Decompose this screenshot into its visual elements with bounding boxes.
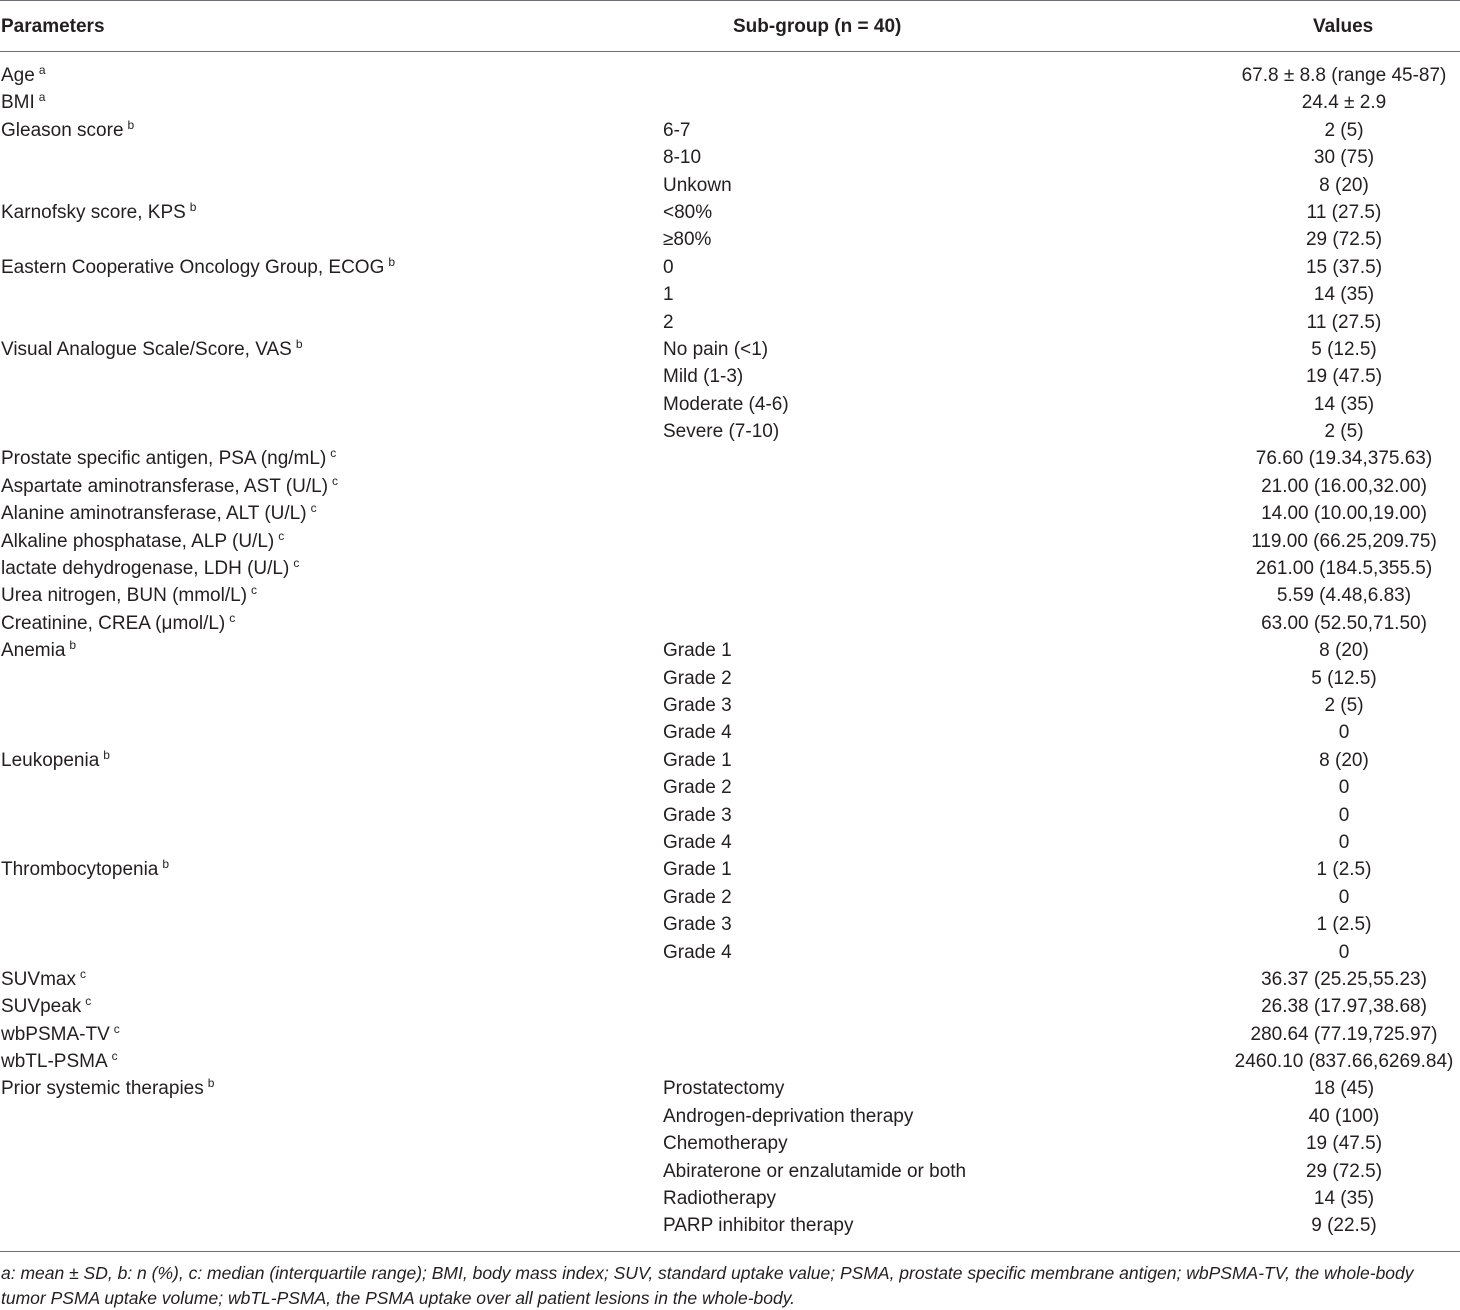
parameter-label: Age bbox=[1, 65, 35, 86]
table-header bbox=[0, 0, 1460, 52]
table-row bbox=[0, 391, 1460, 418]
table-row bbox=[0, 89, 1460, 116]
value-cell: 261.00 (184.5,355.5) bbox=[1255, 558, 1433, 580]
value-cell: 0 bbox=[1338, 777, 1350, 799]
table-row bbox=[0, 747, 1460, 774]
value-cell: 2 (5) bbox=[1324, 119, 1364, 141]
table-row bbox=[0, 500, 1460, 527]
parameter-label: Karnofsky score, KPS bbox=[1, 201, 186, 223]
parameter-cell bbox=[1, 500, 317, 529]
parameter-cell bbox=[1, 89, 45, 118]
parameter-label: Eastern Cooperative Oncology Group, ECOG bbox=[1, 256, 385, 278]
parameter-cell bbox=[1, 1048, 118, 1077]
subgroup-cell: 8-10 bbox=[663, 147, 702, 169]
value-cell: 24.4 ± 2.9 bbox=[1301, 92, 1387, 114]
value-cell: 280.64 (77.19,725.97) bbox=[1250, 1023, 1438, 1045]
parameter-label: SUVmax bbox=[1, 968, 76, 990]
table-row bbox=[0, 856, 1460, 883]
footnote-marker: c bbox=[310, 501, 317, 516]
parameter-cell bbox=[1, 336, 303, 365]
value-cell: 30 (75) bbox=[1313, 147, 1375, 169]
parameter-cell bbox=[1, 555, 299, 584]
value-cell: 0 bbox=[1338, 804, 1350, 826]
value-cell: 1 (2.5) bbox=[1316, 914, 1372, 936]
value-cell: 0 bbox=[1338, 886, 1350, 908]
table-row bbox=[0, 62, 1460, 89]
table-row bbox=[0, 309, 1460, 336]
value-cell: 15 (37.5) bbox=[1305, 256, 1383, 278]
footnote-marker: b bbox=[189, 199, 197, 214]
table-row bbox=[0, 172, 1460, 199]
value-cell: 8 (20) bbox=[1319, 749, 1369, 771]
footnote-marker: c bbox=[113, 1021, 120, 1036]
subgroup-cell: Prostatectomy bbox=[663, 1078, 785, 1100]
parameter-label: BMI bbox=[1, 92, 35, 114]
value-cell: 26.38 (17.97,38.68) bbox=[1261, 996, 1427, 1018]
parameter-cell bbox=[1, 856, 169, 885]
subgroup-cell: Grade 1 bbox=[663, 640, 732, 662]
table-row bbox=[0, 445, 1460, 472]
table-row bbox=[0, 692, 1460, 719]
table-row bbox=[0, 1212, 1460, 1239]
parameter-cell bbox=[1, 528, 284, 557]
value-cell: 9 (22.5) bbox=[1311, 1215, 1377, 1237]
subgroup-cell: 1 bbox=[663, 284, 674, 306]
subgroup-cell: Grade 2 bbox=[663, 667, 732, 689]
footnote-marker: b bbox=[388, 254, 396, 269]
value-cell: 2 (5) bbox=[1324, 421, 1364, 443]
footnote-marker: c bbox=[79, 966, 86, 981]
subgroup-cell: Grade 2 bbox=[663, 777, 732, 799]
value-cell: 1 (2.5) bbox=[1316, 859, 1372, 881]
subgroup-cell: Grade 3 bbox=[663, 914, 732, 936]
table-row bbox=[0, 719, 1460, 746]
parameter-cell bbox=[1, 747, 110, 776]
parameter-cell bbox=[1, 199, 196, 228]
table-row bbox=[0, 1130, 1460, 1157]
header-values: Values bbox=[1313, 16, 1374, 37]
table-row bbox=[0, 665, 1460, 692]
parameter-cell bbox=[1, 610, 235, 639]
subgroup-cell: Grade 1 bbox=[663, 859, 732, 881]
parameter-cell bbox=[1, 1021, 120, 1050]
subgroup-cell: <80% bbox=[663, 201, 713, 223]
value-cell: 2 (5) bbox=[1324, 694, 1364, 716]
subgroup-cell: 0 bbox=[663, 256, 674, 278]
subgroup-cell: Moderate (4-6) bbox=[663, 393, 789, 415]
value-cell: 14 (35) bbox=[1313, 393, 1375, 415]
subgroup-cell: Radiotherapy bbox=[663, 1188, 777, 1210]
value-cell: 67.8 ± 8.8 (range 45-87) bbox=[1241, 65, 1447, 86]
value-cell: 2460.10 (837.66,6269.84) bbox=[1234, 1051, 1454, 1073]
value-cell: 11 (27.5) bbox=[1306, 311, 1382, 333]
footnote-marker: a bbox=[38, 90, 46, 105]
table-row bbox=[0, 555, 1460, 582]
parameter-cell bbox=[1, 582, 257, 611]
parameter-cell bbox=[1, 966, 86, 995]
subgroup-cell: Unkown bbox=[663, 174, 732, 196]
value-cell: 14 (35) bbox=[1313, 284, 1375, 306]
value-cell: 40 (100) bbox=[1308, 1105, 1380, 1127]
footnote-marker: c bbox=[278, 528, 285, 543]
footnote-text: a: mean ± SD, b: n (%), c: median (interquartile range); BMI, body mass index; SUV, standard uptake value; PSMA, prostate specific membrane antigen; wbPSMA-TV, the whole-body tumor PSMA uptake volume; wbTL-PSMA, the PSMA uptake over all patient lesions in the whole-body. bbox=[1, 1263, 1414, 1308]
table-row bbox=[0, 144, 1460, 171]
footnote-marker: b bbox=[207, 1076, 215, 1091]
subgroup-cell: Mild (1-3) bbox=[663, 366, 744, 388]
parameter-cell bbox=[1, 1075, 214, 1104]
footnote-marker: c bbox=[251, 583, 258, 598]
parameter-cell bbox=[1, 473, 338, 502]
table-footnote bbox=[0, 1251, 1460, 1310]
table-row bbox=[0, 1158, 1460, 1185]
header-parameters: Parameters bbox=[1, 16, 105, 37]
table-body bbox=[0, 62, 1460, 1240]
parameter-label: Creatinine, CREA (μmol/L) bbox=[1, 612, 226, 634]
value-cell: 5 (12.5) bbox=[1311, 338, 1377, 360]
value-cell: 0 bbox=[1338, 941, 1350, 963]
parameter-cell bbox=[1, 637, 76, 666]
table-row bbox=[0, 1075, 1460, 1102]
subgroup-cell: Grade 3 bbox=[663, 804, 732, 826]
subgroup-cell: Grade 4 bbox=[663, 722, 732, 744]
footnote-marker: b bbox=[295, 336, 303, 351]
footnote-marker: b bbox=[103, 747, 110, 762]
table-row bbox=[0, 281, 1460, 308]
footnote-marker: c bbox=[332, 473, 339, 488]
footnote-marker: c bbox=[111, 1049, 118, 1064]
value-cell: 8 (20) bbox=[1319, 174, 1369, 196]
value-cell: 63.00 (52.50,71.50) bbox=[1261, 612, 1427, 634]
table-row bbox=[0, 993, 1460, 1020]
subgroup-cell: No pain (<1) bbox=[663, 338, 769, 360]
parameter-cell bbox=[1, 445, 336, 474]
table-row bbox=[0, 774, 1460, 801]
table-row bbox=[0, 363, 1460, 390]
table-row bbox=[0, 418, 1460, 445]
value-cell: 0 bbox=[1338, 722, 1350, 744]
value-cell: 29 (72.5) bbox=[1305, 1160, 1383, 1182]
parameter-cell bbox=[1, 62, 46, 91]
table-row bbox=[0, 939, 1460, 966]
parameter-label: Urea nitrogen, BUN (mmol/L) bbox=[1, 585, 248, 607]
table-row bbox=[0, 966, 1460, 993]
footnote-marker: b bbox=[127, 117, 135, 132]
subgroup-cell: Grade 2 bbox=[663, 886, 732, 908]
footnote-marker: b bbox=[69, 638, 77, 653]
table-row bbox=[0, 1021, 1460, 1048]
parameter-label: Gleason score bbox=[1, 119, 124, 141]
table-row bbox=[0, 610, 1460, 637]
subgroup-cell: 6-7 bbox=[663, 119, 691, 141]
subgroup-cell: Grade 3 bbox=[663, 694, 732, 716]
table-row bbox=[0, 637, 1460, 664]
parameter-label: Thrombocytopenia bbox=[1, 859, 159, 881]
footnote-marker: c bbox=[330, 446, 337, 461]
parameter-label: SUVpeak bbox=[1, 996, 82, 1018]
parameter-label: Aspartate aminotransferase, AST (U/L) bbox=[1, 475, 329, 497]
subgroup-cell: ≥80% bbox=[663, 229, 712, 251]
table-row bbox=[0, 473, 1460, 500]
table-row bbox=[0, 802, 1460, 829]
value-cell: 119.00 (66.25,209.75) bbox=[1251, 530, 1437, 552]
parameter-cell bbox=[1, 117, 134, 146]
table-row bbox=[0, 254, 1460, 281]
subgroup-cell: Grade 4 bbox=[663, 831, 732, 853]
subgroup-cell: Grade 1 bbox=[663, 749, 732, 771]
table-row bbox=[0, 1048, 1460, 1075]
value-cell: 14 (35) bbox=[1313, 1188, 1375, 1210]
table-row bbox=[0, 528, 1460, 555]
table-row bbox=[0, 199, 1460, 226]
subgroup-cell: Grade 4 bbox=[663, 941, 732, 963]
table-row bbox=[0, 582, 1460, 609]
value-cell: 21.00 (16.00,32.00) bbox=[1261, 475, 1427, 497]
table-row bbox=[0, 336, 1460, 363]
value-cell: 5 (12.5) bbox=[1311, 667, 1377, 689]
value-cell: 11 (27.5) bbox=[1306, 201, 1382, 223]
subgroup-cell: Severe (7-10) bbox=[663, 421, 780, 443]
footnote-marker: c bbox=[229, 610, 236, 625]
parameter-label: Visual Analogue Scale/Score, VAS bbox=[1, 338, 292, 360]
footnote-marker: a bbox=[38, 63, 46, 77]
subgroup-cell: Abiraterone or enzalutamide or both bbox=[663, 1160, 967, 1182]
table-row bbox=[0, 226, 1460, 253]
value-cell: 19 (47.5) bbox=[1305, 1133, 1383, 1155]
parameter-label: Alanine aminotransferase, ALT (U/L) bbox=[1, 503, 307, 525]
parameter-label: Anemia bbox=[1, 640, 66, 662]
value-cell: 18 (45) bbox=[1313, 1078, 1375, 1100]
value-cell: 19 (47.5) bbox=[1305, 366, 1383, 388]
parameter-label: Prostate specific antigen, PSA (ng/mL) bbox=[1, 448, 327, 470]
parameter-label: Prior systemic therapies bbox=[1, 1078, 204, 1100]
table-row bbox=[0, 829, 1460, 856]
value-cell: 5.59 (4.48,6.83) bbox=[1276, 585, 1412, 607]
subgroup-cell: Androgen-deprivation therapy bbox=[663, 1105, 914, 1127]
table-row bbox=[0, 884, 1460, 911]
table-row bbox=[0, 117, 1460, 144]
subgroup-cell: Chemotherapy bbox=[663, 1133, 788, 1155]
value-cell: 36.37 (25.25,55.23) bbox=[1261, 968, 1427, 990]
header-sub-group: Sub-group (n = 40) bbox=[733, 16, 902, 37]
value-cell: 8 (20) bbox=[1319, 640, 1369, 662]
parameter-label: wbPSMA-TV bbox=[1, 1023, 110, 1045]
table-row bbox=[0, 1185, 1460, 1212]
table-row bbox=[0, 911, 1460, 938]
parameter-label: Alkaline phosphatase, ALP (U/L) bbox=[1, 530, 275, 552]
footnote-marker: b bbox=[162, 857, 170, 872]
value-cell: 76.60 (19.34,375.63) bbox=[1255, 448, 1433, 470]
value-cell: 0 bbox=[1338, 831, 1350, 853]
footnote-marker: c bbox=[85, 994, 92, 1009]
subgroup-cell: 2 bbox=[663, 311, 674, 333]
parameter-label: wbTL-PSMA bbox=[1, 1051, 108, 1073]
value-cell: 14.00 (10.00,19.00) bbox=[1261, 503, 1427, 525]
subgroup-cell: PARP inhibitor therapy bbox=[663, 1215, 854, 1237]
parameter-cell bbox=[1, 254, 395, 283]
parameter-cell bbox=[1, 993, 91, 1022]
footnote-marker: c bbox=[293, 556, 300, 571]
parameter-label: lactate dehydrogenase, LDH (U/L) bbox=[1, 558, 290, 580]
table-row bbox=[0, 1103, 1460, 1130]
parameter-label: Leukopenia bbox=[1, 749, 100, 771]
value-cell: 29 (72.5) bbox=[1305, 229, 1383, 251]
